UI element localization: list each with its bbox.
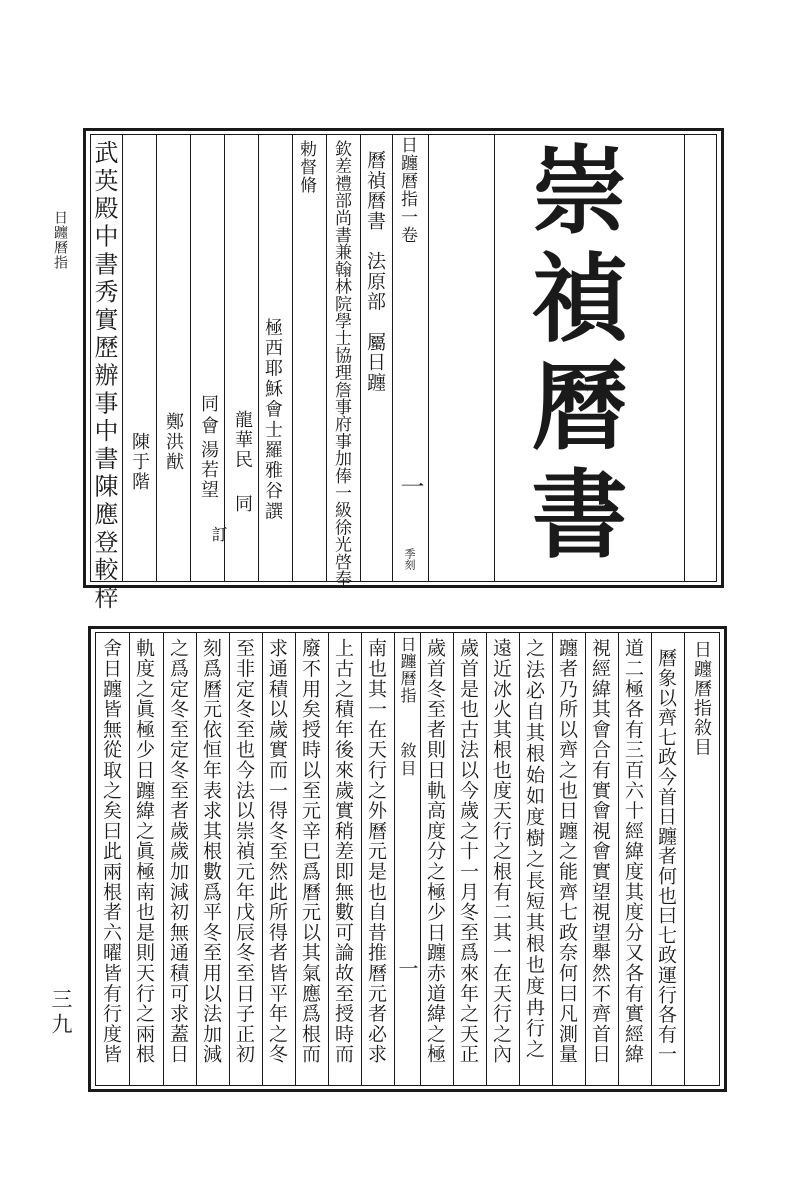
text-column: 上古之積年後來歲實稍差即無數可論故至授時而	[332, 638, 354, 1065]
text-column: 道二極各有三百六十經緯度其度分又各有實經緯	[622, 638, 644, 1065]
role-ding: 訂	[209, 526, 228, 542]
big-title: 崇禎曆書	[516, 140, 629, 572]
text-page-heading: 日躔曆指敘目	[691, 640, 712, 757]
page-number: 三九	[49, 988, 73, 1038]
proofreader-line: 武英殿中書秀實歷辦事中書陳應登較梓	[90, 140, 118, 613]
text-column: 歲首冬至者則日軌高度分之極少日躔赤道緯之極	[424, 638, 446, 1065]
compiler-tong-hui: 同會	[198, 394, 219, 438]
center-section: 敘目	[398, 742, 417, 778]
text-column: 求通積以歲實而一得冬至然此所得者皆平年之冬	[266, 638, 288, 1065]
corner-mark: 季刻	[403, 548, 416, 570]
text-column: 視經緯其會合有實會視會實望視望舉然不齊首日	[589, 638, 611, 1065]
text-column: 南也其一在天行之外曆元是也自昔推曆元者必求	[365, 638, 387, 1065]
compiler-chen: 陳于階	[129, 432, 150, 492]
compiler-tang: 湯若望	[198, 440, 219, 500]
role-tong: 同	[232, 494, 253, 512]
text-column: 之爲定冬至定冬至者歲歲加減初無通積可求蓋日	[167, 638, 189, 1065]
toc-line: 日躔曆指一卷	[397, 136, 417, 244]
text-column: 廢不用矣授時以至元辛巳爲曆元以其氣應爲根而	[299, 638, 321, 1065]
text-column: 刻爲曆元依恒年表求其根數爲平冬至用以法加減	[200, 638, 222, 1065]
text-column: 軌度之眞極少日躔緯之眞極南也是則天行之兩根	[133, 638, 155, 1065]
text-column: 曆象以齊七政今首日躔者何也曰七政運行各有一	[655, 648, 677, 1064]
column-page-number: 一	[396, 474, 424, 498]
compiler-zheng: 鄭洪猷	[163, 412, 184, 472]
text-column: 之法必自其根始如度樹之長短其根也度冉行之	[523, 638, 545, 1060]
running-head: 日躔曆指	[52, 210, 68, 270]
compiler-long: 龍華民	[232, 410, 253, 470]
text-column: 歲首是也古法以今歲之十一月冬至爲來年之天正	[457, 638, 479, 1065]
text-column: 遠近冰火其根也度天行之根有二其一在天行之內	[490, 638, 512, 1065]
volume-line: 曆禎曆書 法原部 屬日躔	[364, 150, 386, 393]
official-line-chi: 勅督脩	[296, 140, 316, 194]
text-column: 躔者乃所以齊之也日躔之能齊七政奈何曰凡測量	[556, 638, 578, 1065]
official-line-xu: 欽差禮部尚書兼翰林院學士協理詹事府事加俸一級徐光啓奉	[331, 140, 351, 588]
text-column: 至非定冬至也今法以崇禎元年戊辰冬至日子正初	[233, 638, 255, 1065]
compiler-luo: 極西耶穌會士羅雅谷譔	[262, 318, 283, 522]
text-column: 舍日躔皆無從取之矣曰此兩根者六曜皆有行度皆	[100, 638, 122, 1065]
center-label: 日躔曆指	[398, 636, 417, 704]
center-page-number: 一	[395, 958, 419, 978]
